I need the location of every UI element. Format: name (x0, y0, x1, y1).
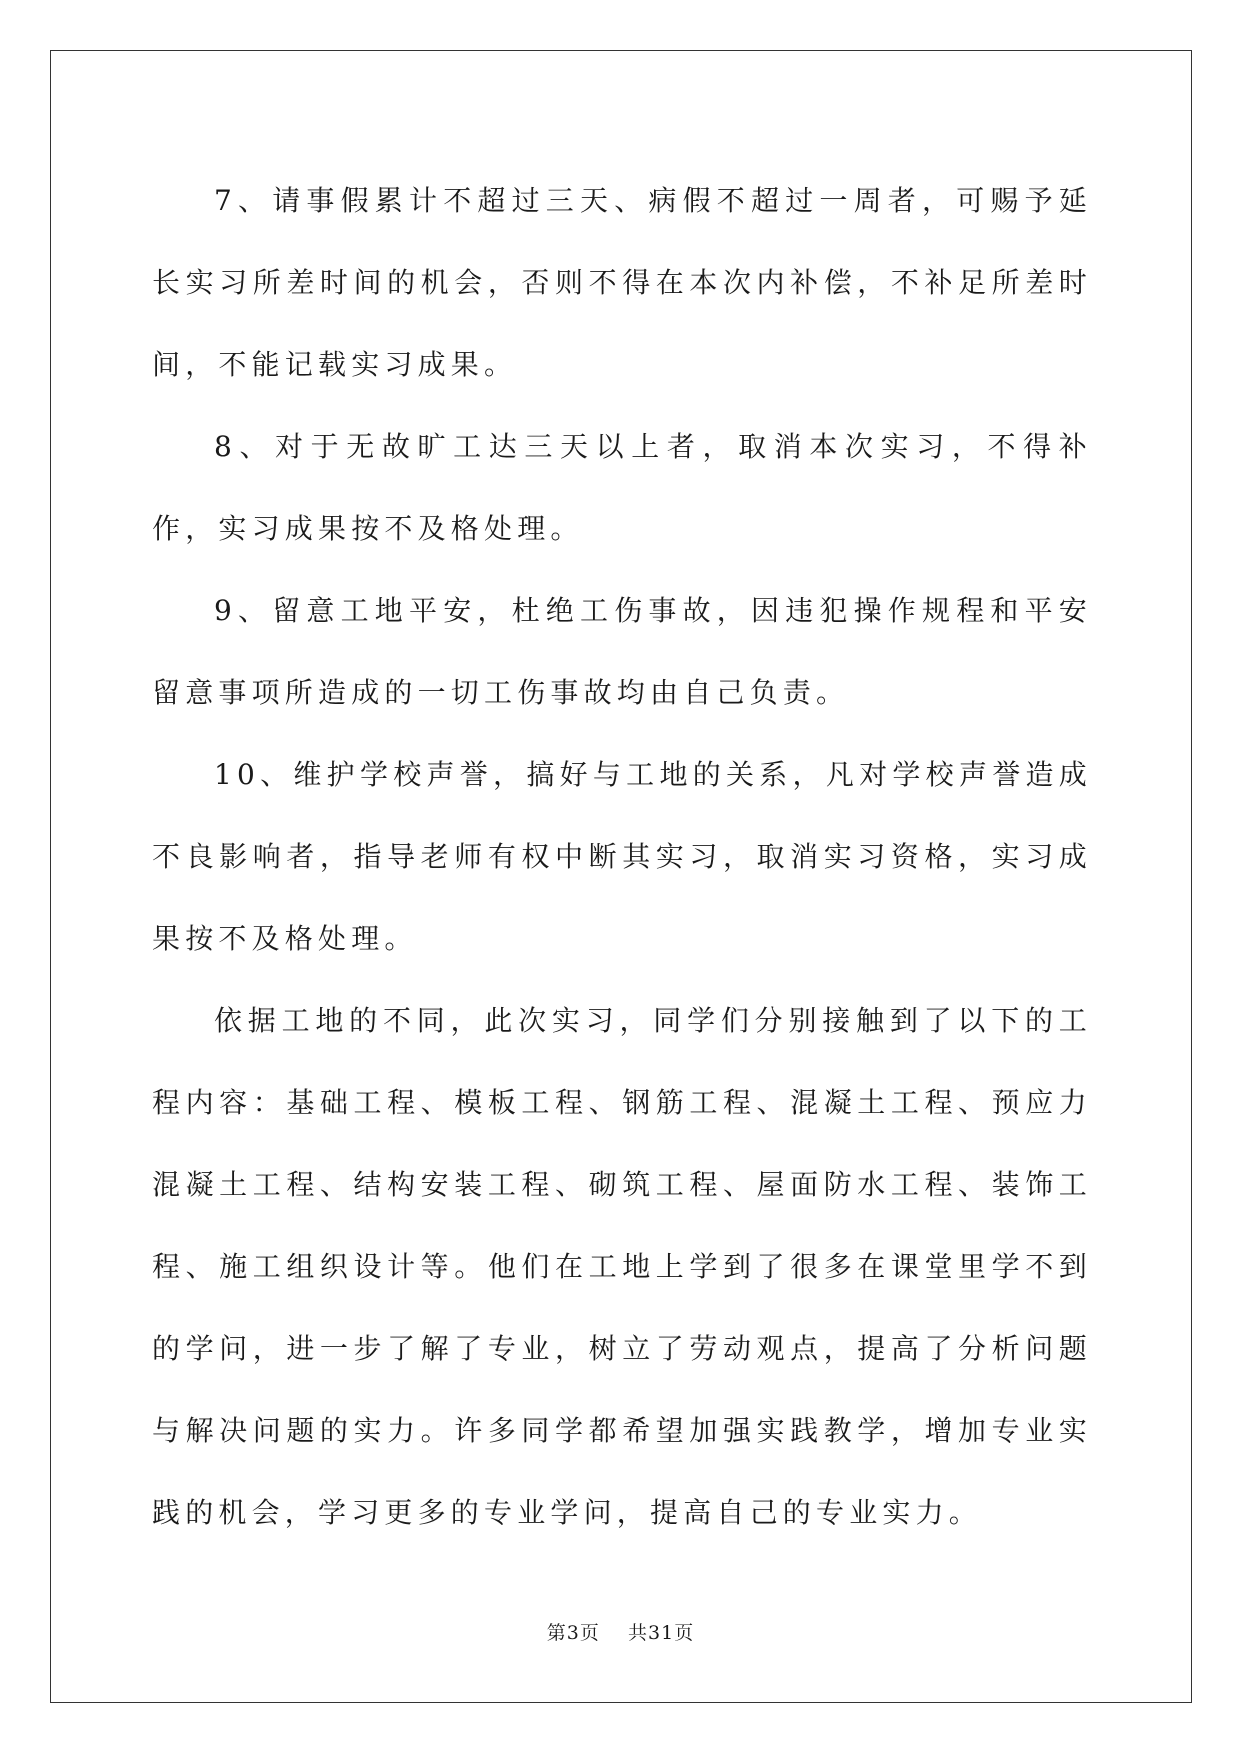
paragraph-item-7: 7、请事假累计不超过三天、病假不超过一周者，可赐予延长实习所差时间的机会，否则不得在本次内补偿，不补足所差时间，不能记载实习成果。 (152, 184, 1092, 381)
page-total: 共31页 (628, 1622, 695, 1644)
paragraph-summary: 依据工地的不同，此次实习，同学们分别接触到了以下的工程内容：基础工程、模板工程、钢筋工程、混凝土工程、预应力混凝土工程、结构安装工程、砌筑工程、屋面防水工程、装饰工程、施工组织设计等。他们在工地上学到了很多在课堂里学不到的学问，进一步了解了专业，树立了劳动观点，提高了分析问题与解决问题的实力。许多同学都希望加强实践教学，增加专业实践的机会，学习更多的专业学问，提高自己的专业实力。 (152, 1004, 1092, 1529)
paragraph-item-10: 10、维护学校声誉，搞好与工地的关系，凡对学校声誉造成不良影响者，指导老师有权中断其实习，取消实习资格，实习成果按不及格处理。 (152, 758, 1092, 955)
paragraph-item-8: 8、对于无故旷工达三天以上者，取消本次实习，不得补作，实习成果按不及格处理。 (152, 430, 1092, 545)
page-footer (0, 1618, 1241, 1645)
page-number: 第3页 (546, 1622, 600, 1644)
document-body (152, 160, 1092, 1554)
paragraph-item-9: 9、留意工地平安，杜绝工伤事故，因违犯操作规程和平安留意事项所造成的一切工伤事故均由自己负责。 (152, 594, 1092, 709)
